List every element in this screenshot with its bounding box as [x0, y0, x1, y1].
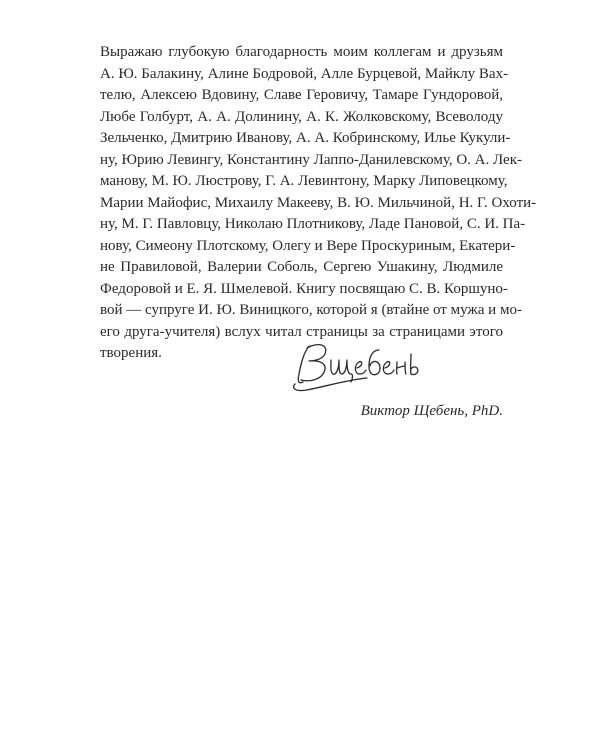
- text-line: Любе Голбурт, А. А. Долинину, А. К. Жолковскому, Всеволоду: [100, 108, 503, 125]
- handwritten-signature: [287, 334, 427, 394]
- text-line: его друга-учителя) вслух читал страницы за страницами этого: [100, 323, 503, 340]
- acknowledgment-paragraph: [100, 42, 537, 365]
- text-line: вой — супруге И. Ю. Виницкого, которой я (втайне от мужа и мо-: [100, 302, 522, 318]
- text-line: Зельченко, Дмитрию Иванову, А. А. Кобринскому, Илье Кукули-: [100, 130, 511, 146]
- text-line: А. Ю. Балакину, Алине Бодровой, Алле Бурцевой, Майклу Вах-: [100, 65, 509, 82]
- text-line: Марии Майофис, Михаилу Макееву, В. Ю. Мильчиной, Н. Г. Охоти-: [100, 194, 537, 211]
- text-line: не Правиловой, Валерии Соболь, Сергею Ушакину, Людмиле: [100, 259, 503, 275]
- signature-name: Виктор Щебень, PhD.: [360, 403, 503, 419]
- text-line: Выражаю глубокую благодарность моим коллегам и друзьям: [100, 44, 503, 60]
- text-line: Федоровой и Е. Я. Шмелевой. Книгу посвящаю С. В. Коршуно-: [100, 280, 508, 297]
- text-line: ну, М. Г. Павловцу, Николаю Плотникову, Ладе Пановой, С. И. Па-: [100, 216, 526, 232]
- text-line: нову, Симеону Плотскому, Олегу и Вере Проскуриным, Екатери-: [100, 237, 516, 254]
- text-line: творения.: [100, 345, 162, 361]
- text-line: манову, М. Ю. Люстрову, Г. А. Левинтону, Марку Липовецкому,: [100, 173, 508, 189]
- text-line: ну, Юрию Левингу, Константину Лаппо-Данилевскому, О. А. Лек-: [100, 151, 522, 168]
- text-line: телю, Алексею Вдовину, Славе Геровичу, Тамаре Гундоровой,: [100, 87, 503, 103]
